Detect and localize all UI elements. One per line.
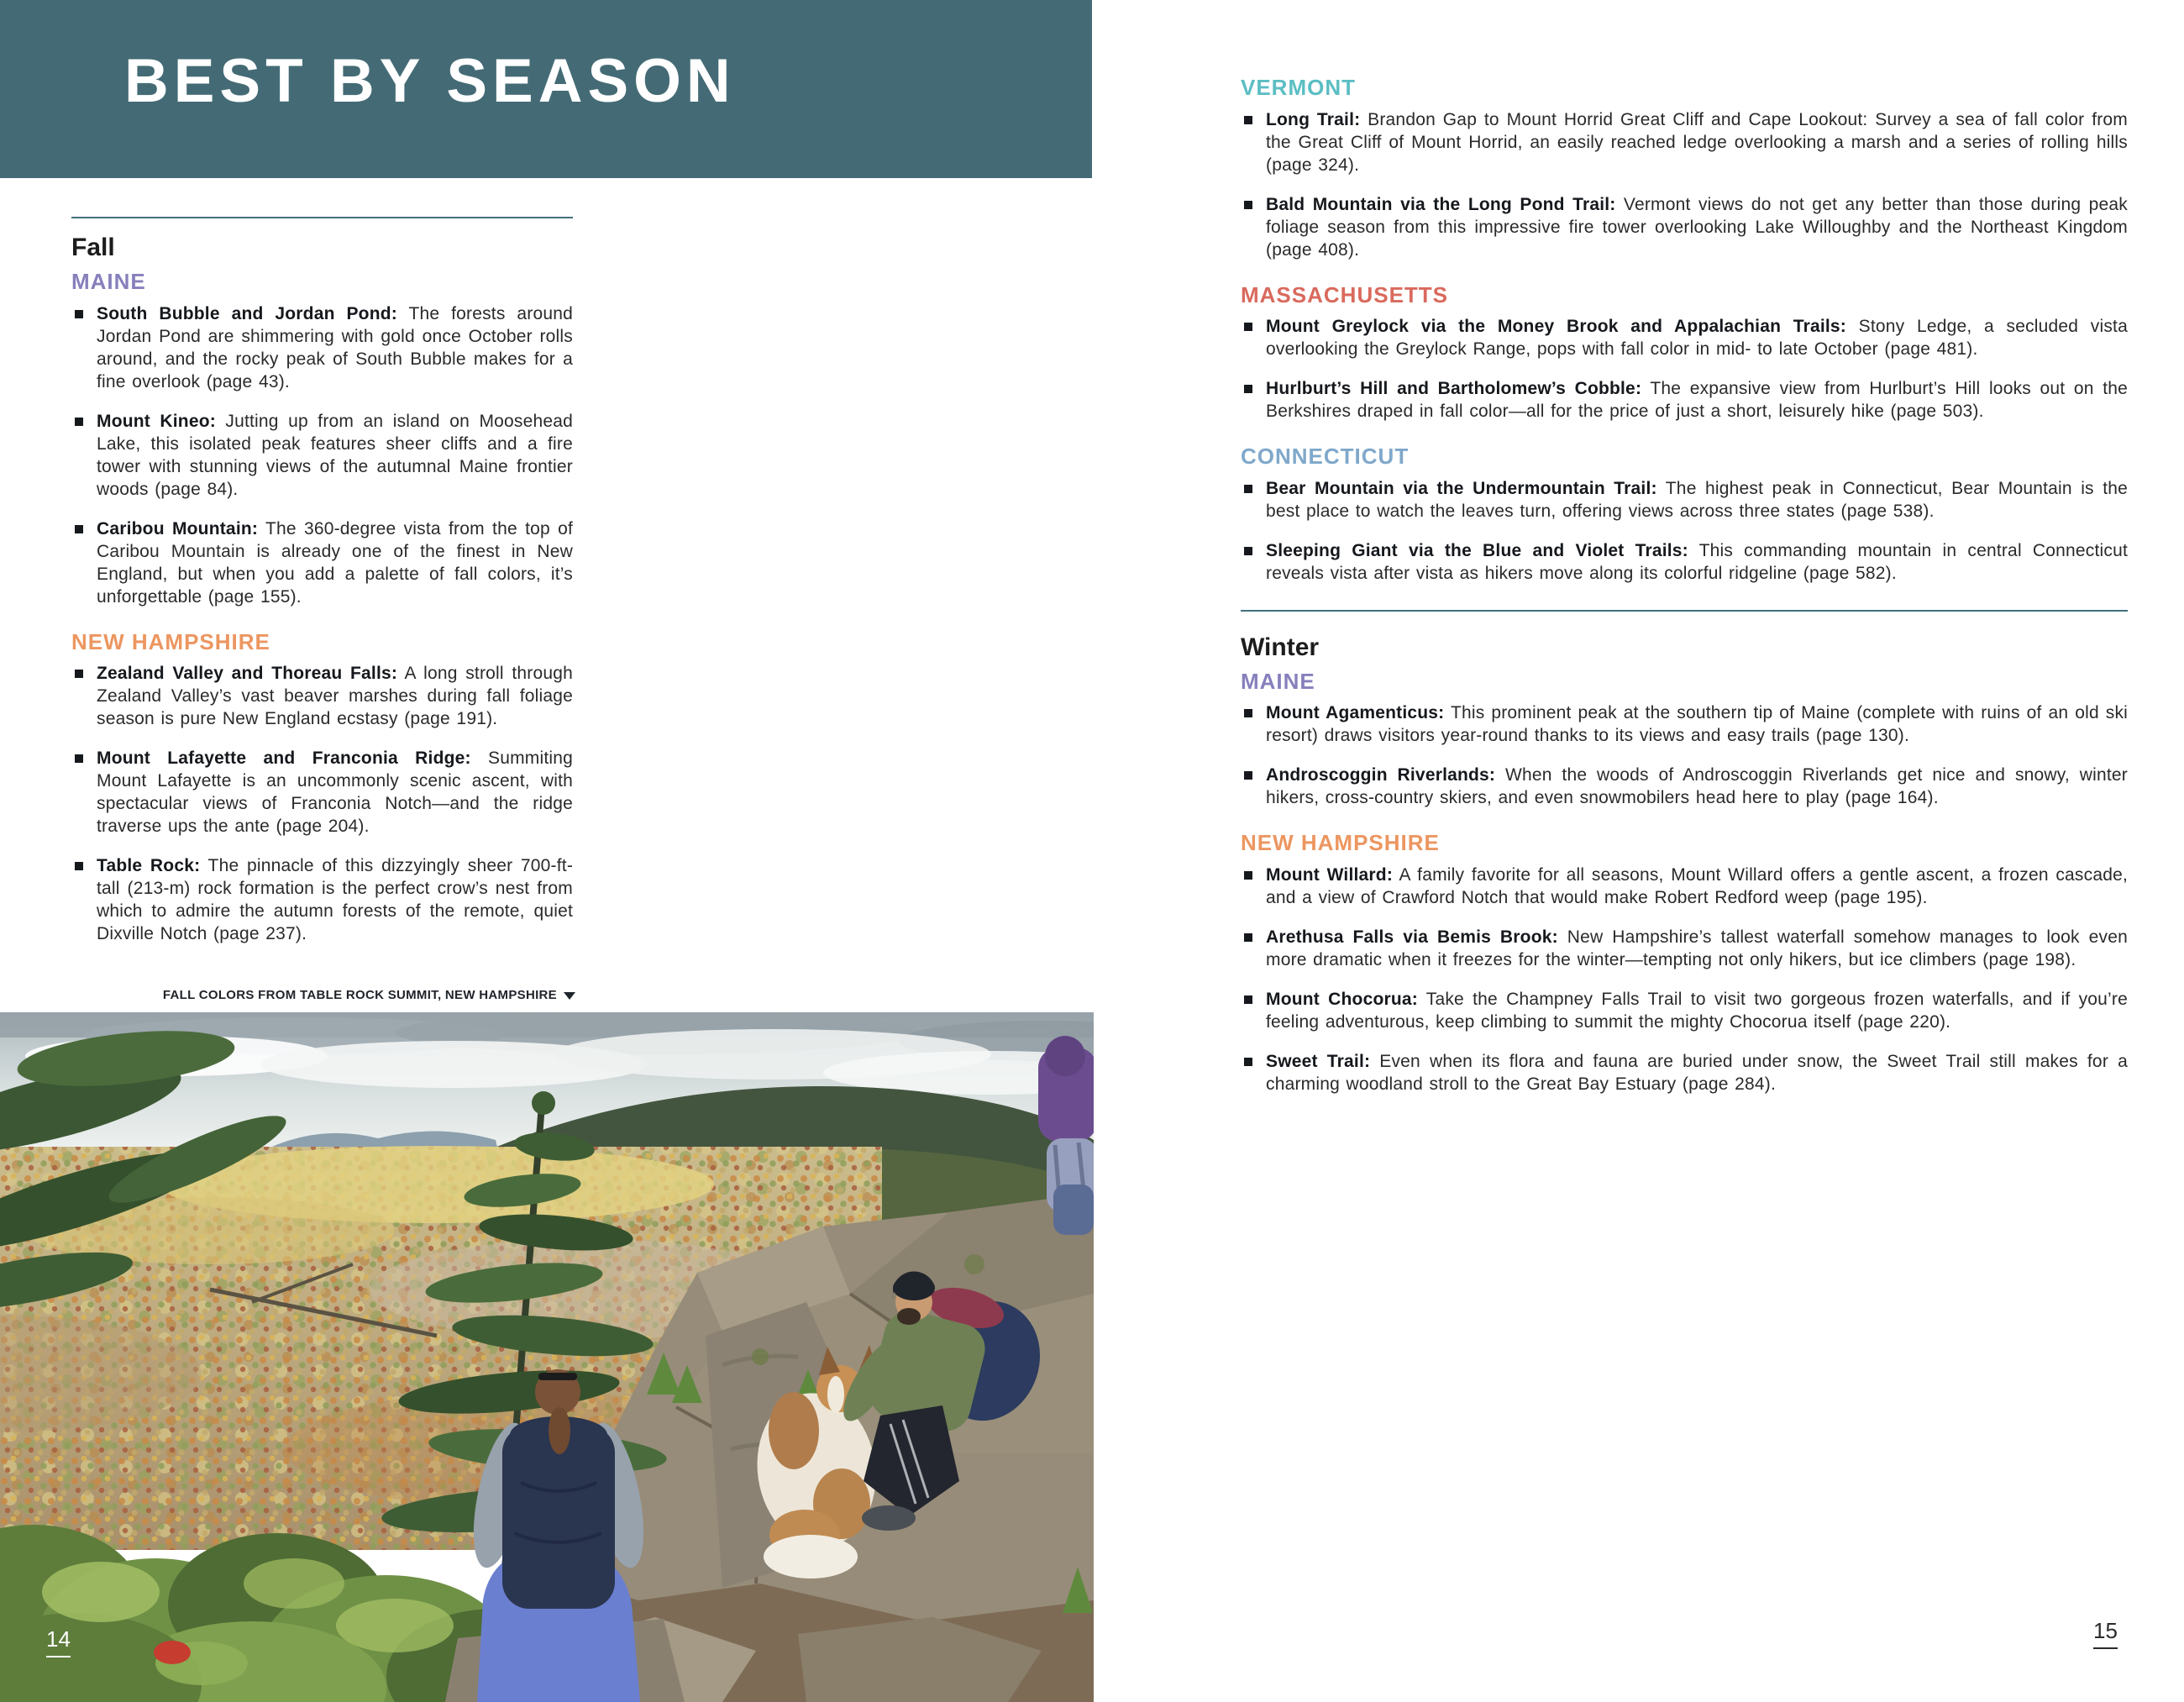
trail-description: The expansive view from Hurlburt’s Hill looks out on the Berkshires draped in fall color—all for the price of just a short, leisurely hike (page 503).	[1266, 379, 2129, 422]
list-item	[1241, 108, 2128, 176]
bullet-square-icon	[1244, 116, 1252, 124]
list-item	[1241, 477, 2128, 523]
bullet-square-icon	[1244, 771, 1252, 780]
list-item	[1241, 926, 2128, 971]
trail-description: Jutting up from an island on Moosehead Lake, this isolated peak features sheer cliffs and a fire tower with stunning views of the autumnal Maine frontier woods (page 84).	[97, 411, 573, 499]
list-item	[1241, 988, 2128, 1033]
trail-description: A family favorite for all seasons, Mount Willard offers a gentle ascent, a frozen cascade, and a view of Crawford Notch that would make Robert Redford weep (page 195).	[1266, 864, 2128, 907]
bullet-square-icon	[1244, 385, 1252, 393]
bullet-square-icon	[1244, 871, 1252, 880]
trail-name: Mount Greylock via the Money Brook and Appalachian Trails:	[1266, 317, 1846, 337]
bullet-square-icon	[1244, 547, 1252, 555]
list-item	[1241, 193, 2128, 261]
page-number-left: 14	[46, 1628, 71, 1657]
trail-description: The pinnacle of this dizzyingly sheer 700-ft-tall (213-m) rock formation is the perfect crow’s nest from which to admire the autumn forests of the remote, quiet Dixville Notch (page 237).	[97, 856, 574, 944]
state-heading-new-hampshire: NEW HAMPSHIRE	[71, 628, 270, 654]
list-item	[1241, 764, 2128, 809]
trail-name: Mount Agamenticus:	[1266, 703, 1445, 723]
trail-name: Caribou Mountain:	[97, 518, 259, 538]
summit-photo	[0, 1012, 1094, 1702]
bullet-square-icon	[75, 525, 83, 533]
list-item	[71, 662, 573, 730]
bullet-square-icon	[75, 754, 83, 763]
list-item	[1241, 377, 2128, 423]
trail-name: Mount Willard:	[1266, 864, 1394, 885]
list-item	[71, 302, 573, 393]
bullet-square-icon	[1244, 1058, 1252, 1066]
state-heading-winter-maine: MAINE	[1241, 668, 1315, 694]
state-heading-maine: MAINE	[71, 269, 146, 294]
list-item	[71, 517, 573, 608]
list-item	[1241, 539, 2128, 585]
bullet-square-icon	[75, 670, 83, 678]
list-item	[1241, 1050, 2128, 1095]
trail-description: Brandon Gap to Mount Horrid Great Cliff and Cape Lookout: Survey a sea of fall color from the Great Cliff of Mount Horrid, an easily reached ledge overlooking a marsh and a series of rolling hills (page 324).	[1266, 109, 2128, 175]
trail-name: Mount Lafayette and Franconia Ridge:	[97, 749, 471, 769]
trail-description: When the woods of Androscoggin Riverlands get nice and snowy, winter hikers, cross-country skiers, and even snowmobilers head here to play (page 164).	[1266, 765, 2128, 808]
bullet-square-icon	[1244, 323, 1252, 331]
left-text-column	[71, 217, 573, 962]
bullet-square-icon	[1244, 933, 1252, 942]
page-number-right: 15	[2093, 1620, 2118, 1649]
trail-description: New Hampshire’s tallest waterfall somehow manages to look even more dramatic when it freezes for the winter—tempting not only hikers, but ice climbers (page 198).	[1266, 927, 2128, 969]
trail-name: Mount Kineo:	[97, 411, 216, 431]
trail-name: Hurlburt’s Hill and Bartholomew’s Cobble:	[1266, 379, 1642, 399]
season-heading-winter: Winter	[1241, 633, 1320, 661]
trail-description: Stony Ledge, a secluded vista overlooking the Greylock Range, pops with fall color in mid- to late October (page 481).	[1266, 317, 2128, 360]
trail-name: Long Trail:	[1266, 109, 1361, 129]
bullet-square-icon	[75, 862, 83, 870]
bullet-square-icon	[1244, 201, 1252, 209]
trail-name: Table Rock:	[97, 856, 201, 876]
trail-description: Vermont views do not get any better than those during peak foliage season from this impressive fire tower overlooking Lake Willoughby and the Northeast Kingdom (page 408).	[1266, 194, 2128, 260]
list-item	[71, 854, 573, 945]
bullet-square-icon	[1244, 485, 1252, 493]
trail-name: Bear Mountain via the Undermountain Trail:	[1266, 478, 1657, 498]
bullet-square-icon	[75, 310, 83, 318]
trail-name: Arethusa Falls via Bemis Brook:	[1266, 927, 1558, 947]
trail-description: Even when its flora and fauna are buried under snow, the Sweet Trail still makes for a charming woodland stroll to the Great Bay Estuary (page 284).	[1266, 1051, 2128, 1094]
trail-description: The forests around Jordan Pond are shimmering with gold once October rolls around, and the rocky peak of South Bubble makes for a fine overlook (page 43).	[97, 303, 573, 391]
caption-arrow-icon	[564, 992, 575, 1000]
list-item	[1241, 701, 2128, 747]
section-rule	[71, 217, 573, 218]
trail-description: The highest peak in Connecticut, Bear Mountain is the best place to watch the leaves turn, offering views across three states (page 538).	[1266, 478, 2128, 521]
trail-name: Bald Mountain via the Long Pond Trail:	[1266, 194, 1616, 214]
list-item	[71, 747, 573, 838]
bullet-square-icon	[75, 418, 83, 426]
season-divider-rule	[1241, 610, 2128, 612]
trail-description: A long stroll through Zealand Valley’s vast beaver marshes during fall foliage season is pure New England ecstasy (page 191).	[97, 664, 573, 729]
chapter-banner	[0, 0, 1092, 178]
photo-caption: FALL COLORS FROM TABLE ROCK SUMMIT, NEW HAMPSHIRE	[71, 988, 575, 1002]
trail-name: Sweet Trail:	[1266, 1051, 1371, 1071]
trail-description: Summiting Mount Lafayette is an uncommonly scenic ascent, with spectacular views of Franconia Notch—and the ridge traverse ups the ante (page 204).	[97, 749, 573, 837]
list-item	[71, 410, 573, 501]
trail-description: The 360-degree vista from the top of Caribou Mountain is already one of the finest in New England, but when you add a palette of fall colors, it’s unforgettable (page 155).	[97, 518, 574, 607]
trail-name: Sleeping Giant via the Blue and Violet Trails:	[1266, 540, 1688, 560]
trail-description: This prominent peak at the southern tip of Maine (complete with ruins of an old ski resort) draws visitors year-round thanks to its views and easy trails (page 130).	[1266, 703, 2129, 746]
list-item	[1241, 864, 2128, 909]
state-heading-winter-new-hampshire: NEW HAMPSHIRE	[1241, 830, 1440, 856]
state-heading-connecticut: CONNECTICUT	[1241, 444, 1410, 470]
trail-name: South Bubble and Jordan Pond:	[97, 303, 397, 323]
list-item	[1241, 315, 2128, 360]
right-text-column	[1241, 71, 2128, 1112]
trail-description: This commanding mountain in central Connecticut reveals vista after vista as hikers move along its colorful ridgeline (page 582).	[1266, 540, 2128, 583]
season-heading-fall: Fall	[71, 234, 115, 261]
state-heading-vermont: VERMONT	[1241, 75, 1356, 100]
state-heading-massachusetts: MASSACHUSETTS	[1241, 281, 1449, 307]
trail-name: Androscoggin Riverlands:	[1266, 765, 1496, 785]
trail-name: Zealand Valley and Thoreau Falls:	[97, 664, 398, 684]
trail-name: Mount Chocorua:	[1266, 989, 1418, 1009]
page-title: BEST BY SEASON	[124, 47, 736, 115]
trail-description: Take the Champney Falls Trail to visit two gorgeous frozen waterfalls, and if you’re feeling adventurous, keep climbing to summit the mighty Chocorua itself (page 220).	[1266, 989, 2128, 1032]
bullet-square-icon	[1244, 995, 1252, 1004]
bullet-square-icon	[1244, 709, 1252, 717]
